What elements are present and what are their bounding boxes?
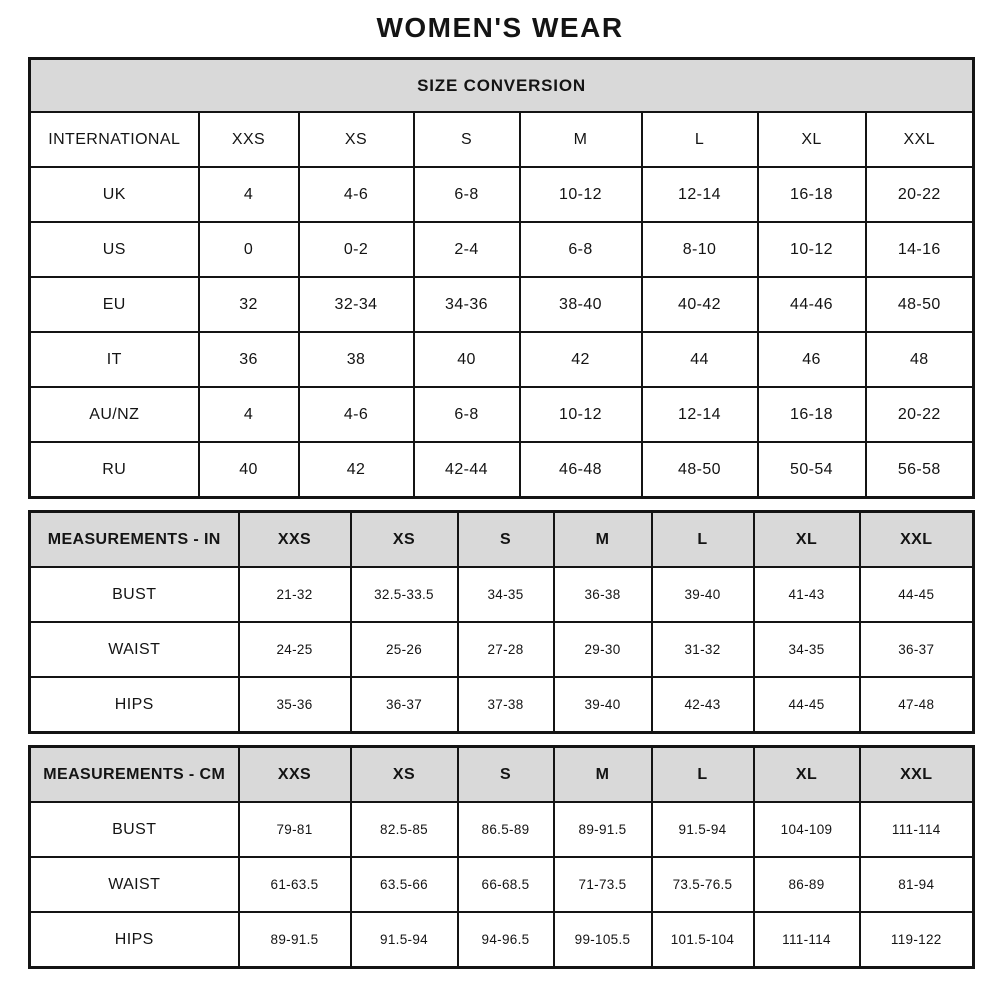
size-conversion-row-value: 42-44 xyxy=(414,442,520,498)
size-conversion-row-value: 6-8 xyxy=(520,222,642,277)
size-conversion-row-value: 10-12 xyxy=(758,222,866,277)
size-conversion-row-label: UK xyxy=(30,167,199,222)
measurements-cm-row-value: 89-91.5 xyxy=(239,912,351,968)
size-conversion-table xyxy=(28,57,975,499)
measurements-in-header-row xyxy=(30,512,974,568)
size-conversion-row-value: 12-14 xyxy=(642,167,758,222)
size-conversion-row-value: 32 xyxy=(199,277,299,332)
size-column-header: XL xyxy=(758,112,866,167)
size-conversion-row-value: 10-12 xyxy=(520,167,642,222)
size-conversion-row-value: 4-6 xyxy=(299,387,414,442)
size-conversion-row-value: 44-46 xyxy=(758,277,866,332)
size-conversion-row-value: 42 xyxy=(299,442,414,498)
size-conversion-row-value: 12-14 xyxy=(642,387,758,442)
measurements-in-row-label: WAIST xyxy=(30,622,239,677)
measurements-in-row xyxy=(30,677,974,733)
size-conversion-row-value: 34-36 xyxy=(414,277,520,332)
measurements-cm-row-label: WAIST xyxy=(30,857,239,912)
measurements-cm-row-value: 91.5-94 xyxy=(351,912,458,968)
measurements-cm-row-value: 82.5-85 xyxy=(351,802,458,857)
measurements-cm-row-value: 73.5-76.5 xyxy=(652,857,754,912)
measurements-cm-row-value: 119-122 xyxy=(860,912,974,968)
measurements-in-row-value: 39-40 xyxy=(554,677,652,733)
page-title: WOMEN'S WEAR xyxy=(376,12,624,43)
size-conversion-row-value: 10-12 xyxy=(520,387,642,442)
measurements-in-row-value: 29-30 xyxy=(554,622,652,677)
measurements-in-row-value: 44-45 xyxy=(860,567,974,622)
size-conversion-row-value: 48-50 xyxy=(642,442,758,498)
size-conversion-row-value: 8-10 xyxy=(642,222,758,277)
measurements-cm-row xyxy=(30,912,974,968)
measurements-in-row-value: 36-37 xyxy=(351,677,458,733)
measurements-cm-row-value: 79-81 xyxy=(239,802,351,857)
measurements-in-row-value: 25-26 xyxy=(351,622,458,677)
measurements-cm-row-value: 66-68.5 xyxy=(458,857,554,912)
measurements-cm-row-value: 104-109 xyxy=(754,802,860,857)
size-conversion-row xyxy=(30,387,974,442)
size-conversion-body xyxy=(30,167,974,498)
size-conversion-row-value: 40 xyxy=(414,332,520,387)
measurements-cm-column-header: XS xyxy=(351,747,458,803)
measurements-cm-table xyxy=(28,745,975,969)
measurements-in-column-header: XS xyxy=(351,512,458,568)
measurements-in-row-value: 42-43 xyxy=(652,677,754,733)
size-conversion-row xyxy=(30,222,974,277)
size-conversion-row-value: 6-8 xyxy=(414,387,520,442)
measurements-in-table xyxy=(28,510,975,734)
size-conversion-row-value: 20-22 xyxy=(866,387,974,442)
measurements-cm-column-header: XXL xyxy=(860,747,974,803)
size-conversion-row-label: US xyxy=(30,222,199,277)
measurements-in-column-header: XXL xyxy=(860,512,974,568)
measurements-in-row-value: 39-40 xyxy=(652,567,754,622)
size-column-header: L xyxy=(642,112,758,167)
measurements-in-row-value: 47-48 xyxy=(860,677,974,733)
measurements-in-body xyxy=(30,567,974,733)
size-conversion-row-value: 48-50 xyxy=(866,277,974,332)
size-conversion-row-value: 32-34 xyxy=(299,277,414,332)
size-conversion-row-value: 2-4 xyxy=(414,222,520,277)
measurements-in-row-value: 41-43 xyxy=(754,567,860,622)
measurements-in-row-value: 27-28 xyxy=(458,622,554,677)
measurements-cm-row-value: 86.5-89 xyxy=(458,802,554,857)
measurements-in-column-header-label: MEASUREMENTS - IN xyxy=(30,512,239,568)
size-conversion-row-value: 0 xyxy=(199,222,299,277)
measurements-in-column-header: M xyxy=(554,512,652,568)
size-conversion-row-value: 44 xyxy=(642,332,758,387)
size-conversion-row xyxy=(30,442,974,498)
measurements-cm-row-value: 111-114 xyxy=(860,802,974,857)
size-conversion-row-value: 48 xyxy=(866,332,974,387)
measurements-cm-row xyxy=(30,802,974,857)
size-conversion-row-value: 40-42 xyxy=(642,277,758,332)
measurements-in-row-value: 21-32 xyxy=(239,567,351,622)
measurements-cm-body xyxy=(30,802,974,968)
measurements-cm-column-header: S xyxy=(458,747,554,803)
size-conversion-row-value: 36 xyxy=(199,332,299,387)
size-column-header: XXS xyxy=(199,112,299,167)
measurements-in-row-label: BUST xyxy=(30,567,239,622)
measurements-cm-row-label: BUST xyxy=(30,802,239,857)
measurements-in-row-value: 37-38 xyxy=(458,677,554,733)
measurements-in-row-value: 31-32 xyxy=(652,622,754,677)
measurements-cm-header-row xyxy=(30,747,974,803)
measurements-in-row-value: 34-35 xyxy=(754,622,860,677)
measurements-in-row-value: 32.5-33.5 xyxy=(351,567,458,622)
size-conversion-row-value: 6-8 xyxy=(414,167,520,222)
size-conversion-header-row xyxy=(30,112,974,167)
measurements-cm-column-header: XXS xyxy=(239,747,351,803)
measurements-in-row-label: HIPS xyxy=(30,677,239,733)
measurements-cm-row-value: 71-73.5 xyxy=(554,857,652,912)
measurements-cm-column-header: M xyxy=(554,747,652,803)
measurements-cm-row-label: HIPS xyxy=(30,912,239,968)
size-conversion-row-value: 4 xyxy=(199,387,299,442)
measurements-in-column-header: XL xyxy=(754,512,860,568)
measurements-cm-column-header: L xyxy=(652,747,754,803)
size-conversion-row-value: 0-2 xyxy=(299,222,414,277)
measurements-in-row-value: 36-38 xyxy=(554,567,652,622)
size-column-header-label: INTERNATIONAL xyxy=(30,112,199,167)
measurements-cm-row-value: 81-94 xyxy=(860,857,974,912)
size-conversion-row xyxy=(30,167,974,222)
size-conversion-row-value: 20-22 xyxy=(866,167,974,222)
measurements-cm-row-value: 94-96.5 xyxy=(458,912,554,968)
size-column-header: S xyxy=(414,112,520,167)
measurements-cm-row-value: 111-114 xyxy=(754,912,860,968)
size-conversion-banner-row xyxy=(30,59,974,113)
size-conversion-row-label: AU/NZ xyxy=(30,387,199,442)
size-conversion-row-value: 14-16 xyxy=(866,222,974,277)
measurements-cm-row-value: 89-91.5 xyxy=(554,802,652,857)
measurements-cm-row-value: 63.5-66 xyxy=(351,857,458,912)
size-conversion-row-value: 4 xyxy=(199,167,299,222)
size-conversion-row-value: 38-40 xyxy=(520,277,642,332)
size-conversion-row-value: 56-58 xyxy=(866,442,974,498)
size-column-header: XS xyxy=(299,112,414,167)
size-conversion-row-label: EU xyxy=(30,277,199,332)
measurements-cm-column-header-label: MEASUREMENTS - CM xyxy=(30,747,239,803)
measurements-in-row-value: 44-45 xyxy=(754,677,860,733)
measurements-cm-column-header: XL xyxy=(754,747,860,803)
size-conversion-row-value: 16-18 xyxy=(758,167,866,222)
size-conversion-row-label: IT xyxy=(30,332,199,387)
size-conversion-row-value: 50-54 xyxy=(758,442,866,498)
measurements-cm-row-value: 91.5-94 xyxy=(652,802,754,857)
size-conversion-row-value: 16-18 xyxy=(758,387,866,442)
size-conversion-row-value: 46-48 xyxy=(520,442,642,498)
size-conversion-row-value: 4-6 xyxy=(299,167,414,222)
size-conversion-row-value: 42 xyxy=(520,332,642,387)
measurements-in-column-header: L xyxy=(652,512,754,568)
measurements-cm-row-value: 101.5-104 xyxy=(652,912,754,968)
measurements-cm-row-value: 99-105.5 xyxy=(554,912,652,968)
measurements-cm-row xyxy=(30,857,974,912)
size-column-header: M xyxy=(520,112,642,167)
measurements-in-row-value: 36-37 xyxy=(860,622,974,677)
size-conversion-row xyxy=(30,277,974,332)
size-conversion-row-value: 40 xyxy=(199,442,299,498)
measurements-in-row xyxy=(30,567,974,622)
size-column-header: XXL xyxy=(866,112,974,167)
measurements-in-row-value: 34-35 xyxy=(458,567,554,622)
size-conversion-row-value: 38 xyxy=(299,332,414,387)
size-conversion-row-label: RU xyxy=(30,442,199,498)
measurements-in-column-header: XXS xyxy=(239,512,351,568)
measurements-in-row-value: 24-25 xyxy=(239,622,351,677)
measurements-cm-row-value: 86-89 xyxy=(754,857,860,912)
measurements-in-row xyxy=(30,622,974,677)
size-conversion-row-value: 46 xyxy=(758,332,866,387)
size-conversion-row xyxy=(30,332,974,387)
measurements-cm-row-value: 61-63.5 xyxy=(239,857,351,912)
measurements-in-column-header: S xyxy=(458,512,554,568)
size-conversion-banner: SIZE CONVERSION xyxy=(30,59,974,113)
measurements-in-row-value: 35-36 xyxy=(239,677,351,733)
